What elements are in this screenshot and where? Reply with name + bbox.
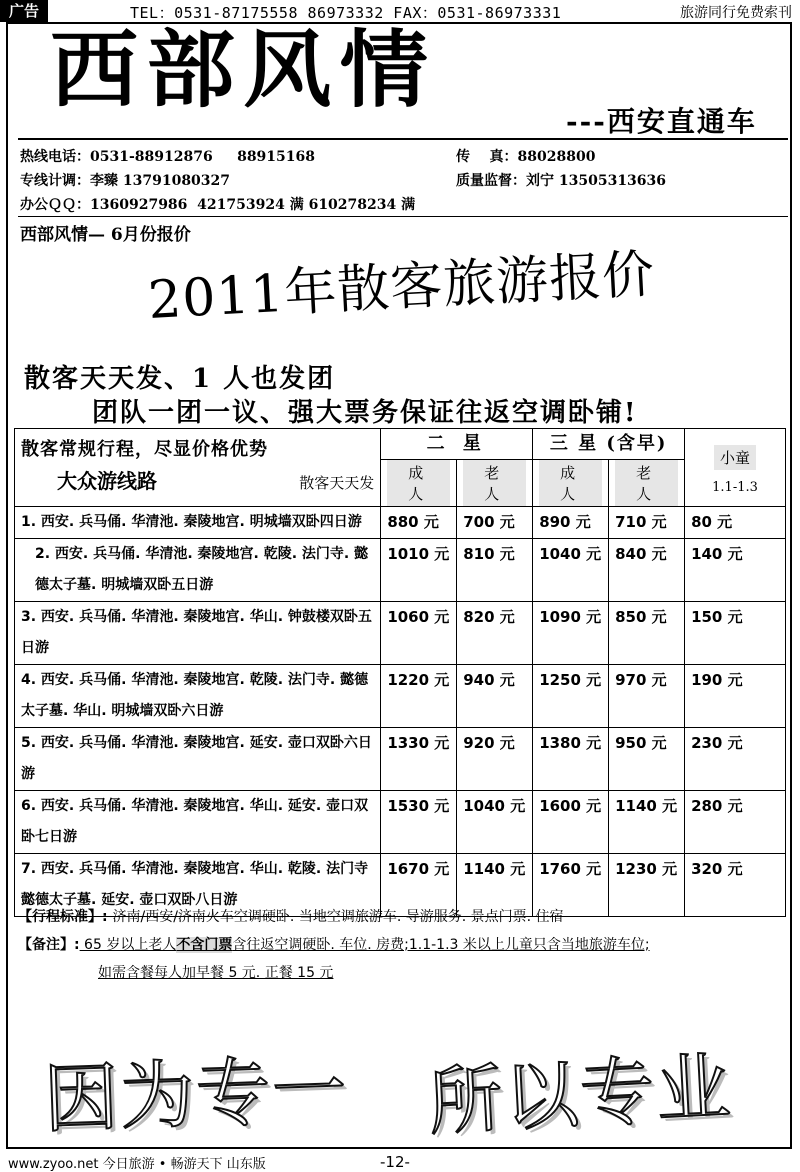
price-2star-senior: 1140 元 — [457, 854, 533, 917]
price-kid: 150 元 — [685, 602, 786, 665]
price-3star-adult: 1760 元 — [533, 854, 609, 917]
info-divider — [18, 216, 788, 217]
price-2star-senior: 820 元 — [457, 602, 533, 665]
adult-label: 成 人 — [539, 460, 602, 506]
price-2star-senior: 1040 元 — [457, 791, 533, 854]
kid-label: 小童 — [714, 445, 756, 470]
price-kid: 80 元 — [685, 507, 786, 539]
remark-text-b: 含往返空调硬卧. 车位. 房费;1.1-1.3 米以上儿童只含当地旅游车位; — [232, 937, 650, 953]
price-2star-adult: 1530 元 — [381, 791, 457, 854]
fax-label: 传 真： — [456, 149, 518, 165]
header-kid — [685, 429, 786, 507]
header-adult-2star — [381, 460, 457, 507]
header-three-star: 三 星 (含早) — [533, 429, 685, 460]
qq-label: 办公ＱＱ： — [20, 197, 90, 213]
header-senior-2star — [457, 460, 533, 507]
header-senior-3star — [609, 460, 685, 507]
route-cell: 2. 西安. 兵马俑. 华清池. 秦陵地宫. 乾陵. 法门寺. 懿德太子墓. 明城墙双卧五日游 — [15, 539, 381, 602]
price-3star-senior: 970 元 — [609, 665, 685, 728]
remark-meal: 如需含餐每人加早餐 5 元. 正餐 15 元 — [98, 965, 334, 981]
price-kid: 320 元 — [685, 854, 786, 917]
header-two-star: 二 星 — [381, 429, 533, 460]
price-3star-adult: 1090 元 — [533, 602, 609, 665]
route-cell: 5. 西安. 兵马俑. 华清池. 秦陵地宫. 延安. 壶口双卧六日游 — [15, 728, 381, 791]
senior-label: 老 人 — [463, 460, 526, 506]
price-3star-senior: 950 元 — [609, 728, 685, 791]
price-2star-adult: 1220 元 — [381, 665, 457, 728]
price-2star-senior: 940 元 — [457, 665, 533, 728]
price-3star-senior: 850 元 — [609, 602, 685, 665]
price-kid: 190 元 — [685, 665, 786, 728]
price-kid: 140 元 — [685, 539, 786, 602]
qq-value: 1360927986 421753924 满 610278234 满 — [90, 197, 416, 213]
price-kid: 230 元 — [685, 728, 786, 791]
planner — [20, 170, 230, 190]
ad-tag: 广告 — [0, 0, 48, 22]
table-header-route — [15, 429, 381, 507]
big-slogan-left: 因为专一 — [42, 1046, 350, 1144]
route-cell: 4. 西安. 兵马俑. 华清池. 秦陵地宫. 乾陵. 法门寺. 懿德太子墓. 华山. 明城墙双卧六日游 — [15, 665, 381, 728]
price-3star-adult: 1380 元 — [533, 728, 609, 791]
price-kid: 280 元 — [685, 791, 786, 854]
slogan-line-2: 团队一团一议、强大票务保证往返空调卧铺! — [92, 398, 638, 428]
table-row — [15, 539, 786, 602]
remark-text-a: 65 岁以上老人 — [79, 937, 177, 953]
page-number: -12- — [380, 1153, 410, 1171]
price-2star-adult: 1670 元 — [381, 854, 457, 917]
price-3star-adult: 1600 元 — [533, 791, 609, 854]
month-title: 西部风情— 6月份报价 — [20, 225, 191, 245]
planner-label: 专线计调： — [20, 173, 90, 189]
price-table — [14, 428, 786, 917]
price-2star-adult: 1010 元 — [381, 539, 457, 602]
big-slogan-right: 所以专业 — [426, 1044, 735, 1146]
route-cell: 7. 西安. 兵马俑. 华清池. 秦陵地宫. 华山. 乾陵. 法门寺懿德太子墓. 延安. 壶口双卧八日游 — [15, 854, 381, 917]
price-3star-adult: 1040 元 — [533, 539, 609, 602]
planner-value: 李臻 13791080327 — [90, 173, 231, 189]
remark-label: 【备注】: — [18, 937, 80, 953]
price-2star-senior: 700 元 — [457, 507, 533, 539]
supervisor-label: 质量监督： — [456, 173, 526, 189]
price-3star-adult: 890 元 — [533, 507, 609, 539]
remark-highlight: 不含门票 — [176, 937, 233, 953]
price-3star-adult: 1250 元 — [533, 665, 609, 728]
brand-subtitle: ---西安直通车 — [566, 105, 757, 138]
senior-label: 老 人 — [615, 460, 678, 506]
price-2star-senior: 810 元 — [457, 539, 533, 602]
main-title: 2011年散客旅游报价 — [146, 244, 657, 331]
standard-text: 济南/西安/济南火车空调硬卧. 当地空调旅游车. 导游服务. 景点门票. 住宿 — [112, 909, 564, 925]
route-cell: 3. 西安. 兵马俑. 华清池. 秦陵地宫. 华山. 钟鼓楼双卧五日游 — [15, 602, 381, 665]
masthead-divider — [18, 138, 788, 140]
header-line-3: 散客天天发 — [299, 474, 375, 492]
remarks — [18, 934, 650, 954]
fax-value: 88028800 — [517, 149, 596, 165]
table-row — [15, 665, 786, 728]
brand-title: 西部风情 — [50, 20, 437, 119]
header-line-1: 散客常规行程，尽显价格优势 — [21, 439, 268, 460]
top-bar — [0, 0, 800, 22]
price-2star-senior: 920 元 — [457, 728, 533, 791]
route-cell: 6. 西安. 兵马俑. 华清池. 秦陵地宫. 华山. 延安. 壶口双卧七日游 — [15, 791, 381, 854]
office-qq — [20, 194, 415, 214]
price-2star-adult: 1060 元 — [381, 602, 457, 665]
price-3star-senior: 840 元 — [609, 539, 685, 602]
supervisor — [456, 170, 666, 190]
footer-site: www.zyoo.net 今日旅游 • 畅游天下 山东版 — [8, 1157, 266, 1172]
table-row — [15, 602, 786, 665]
header-line-2: 大众游线路 — [57, 469, 157, 493]
top-slogan: 旅游同行免费索刊 — [680, 5, 792, 21]
table-row — [15, 507, 786, 539]
fax — [456, 146, 595, 166]
slogan-line-1: 散客天天发、1 人也发团 — [24, 364, 336, 394]
hotline — [20, 146, 315, 166]
table-row — [15, 791, 786, 854]
hotline-value: 0531-88912876 88915168 — [90, 149, 316, 165]
kid-range: 1.1-1.3 — [712, 479, 758, 495]
hotline-label: 热线电话： — [20, 149, 90, 165]
price-3star-senior: 1140 元 — [609, 791, 685, 854]
table-row — [15, 728, 786, 791]
price-3star-senior: 1230 元 — [609, 854, 685, 917]
price-2star-adult: 1330 元 — [381, 728, 457, 791]
remark-line-2 — [98, 962, 333, 982]
standard-label: 【行程标准】: — [18, 909, 108, 925]
itinerary-standard — [18, 906, 564, 926]
supervisor-value: 刘宁 13505313636 — [526, 173, 667, 189]
adult-label: 成 人 — [387, 460, 450, 506]
price-3star-senior: 710 元 — [609, 507, 685, 539]
top-contact: TEL：0531-87175558 86973332 FAX：0531-86973331 — [130, 4, 562, 22]
price-2star-adult: 880 元 — [381, 507, 457, 539]
header-adult-3star — [533, 460, 609, 507]
route-cell: 1. 西安. 兵马俑. 华清池. 秦陵地宫. 明城墙双卧四日游 — [15, 507, 381, 539]
